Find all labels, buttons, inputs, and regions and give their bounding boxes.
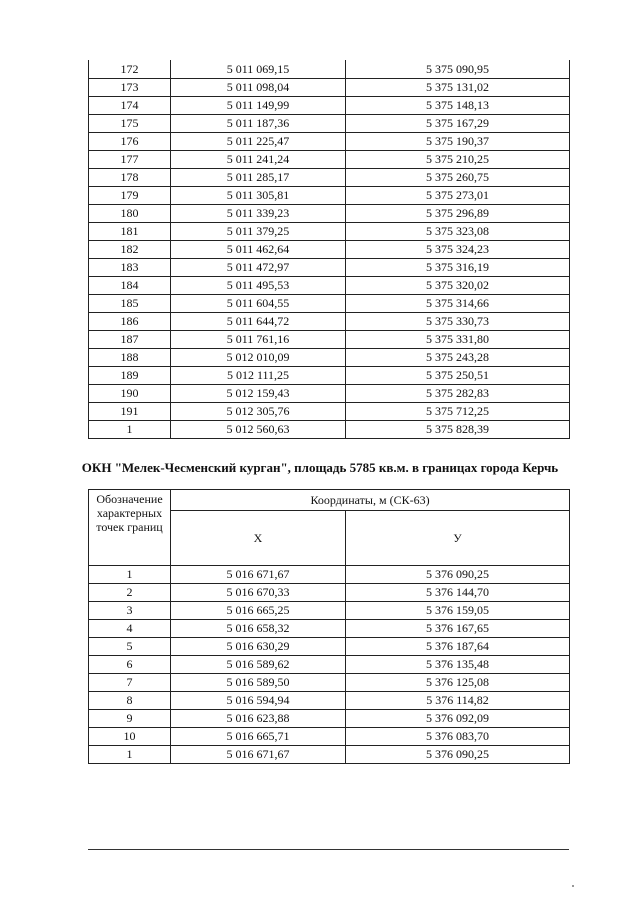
coord-x: 5 016 589,62: [171, 656, 346, 674]
table-row: [89, 331, 570, 349]
coord-y: 5 375 090,95: [346, 60, 570, 79]
table-row: [89, 710, 570, 728]
coord-y: 5 375 250,51: [346, 367, 570, 385]
point-number: 187: [89, 331, 171, 349]
point-number: 180: [89, 205, 171, 223]
coord-x: 5 012 560,63: [171, 421, 346, 439]
coord-y: 5 376 083,70: [346, 728, 570, 746]
table-row: [89, 385, 570, 403]
section-title: ОКН "Мелек-Чесменский курган", площадь 5785 кв.м. в границах города Керчь: [81, 460, 559, 475]
point-number: 184: [89, 277, 171, 295]
table-row: [89, 692, 570, 710]
coord-x: 5 016 670,33: [171, 584, 346, 602]
coord-x: 5 012 010,09: [171, 349, 346, 367]
coord-x: 5 011 761,16: [171, 331, 346, 349]
point-number: 182: [89, 241, 171, 259]
table-row: [89, 656, 570, 674]
coord-x: 5 011 098,04: [171, 79, 346, 97]
point-number: 5: [89, 638, 171, 656]
coord-x: 5 012 111,25: [171, 367, 346, 385]
table-row: [89, 241, 570, 259]
point-number: 185: [89, 295, 171, 313]
coordinates-table-body: [89, 566, 570, 764]
coord-y: 5 375 323,08: [346, 223, 570, 241]
coord-x: 5 016 671,67: [171, 566, 346, 584]
coord-x: 5 011 187,36: [171, 115, 346, 133]
coord-y: 5 375 243,28: [346, 349, 570, 367]
coord-x: 5 016 665,71: [171, 728, 346, 746]
coord-x: 5 011 241,24: [171, 151, 346, 169]
coord-y: 5 375 712,25: [346, 403, 570, 421]
point-number: 10: [89, 728, 171, 746]
coord-x: 5 016 665,25: [171, 602, 346, 620]
point-number: 190: [89, 385, 171, 403]
coord-y: 5 375 210,25: [346, 151, 570, 169]
table-row: [89, 566, 570, 584]
coordinates-table-continued: [88, 60, 570, 439]
table-row: [89, 313, 570, 331]
coord-y: 5 376 144,70: [346, 584, 570, 602]
table-row: [89, 746, 570, 764]
footer-divider: [88, 849, 569, 850]
point-number: 191: [89, 403, 171, 421]
table-row: [89, 367, 570, 385]
coord-x: 5 011 069,15: [171, 60, 346, 79]
table-row: [89, 115, 570, 133]
coord-x: 5 016 589,50: [171, 674, 346, 692]
coord-y: 5 375 273,01: [346, 187, 570, 205]
coord-y: 5 376 187,64: [346, 638, 570, 656]
point-number: 3: [89, 602, 171, 620]
coord-y: 5 375 314,66: [346, 295, 570, 313]
point-number: 183: [89, 259, 171, 277]
table-row: [89, 97, 570, 115]
table-row: [89, 584, 570, 602]
coord-x: 5 016 671,67: [171, 746, 346, 764]
coord-x: 5 011 644,72: [171, 313, 346, 331]
point-number: 186: [89, 313, 171, 331]
coord-x: 5 011 495,53: [171, 277, 346, 295]
scan-speck: [572, 885, 574, 887]
point-number: 177: [89, 151, 171, 169]
coord-y: 5 375 282,83: [346, 385, 570, 403]
header-coordinates: Координаты, м (СК-63): [171, 490, 570, 511]
table-row: [89, 728, 570, 746]
coord-y: 5 376 125,08: [346, 674, 570, 692]
table-row: [89, 169, 570, 187]
coord-y: 5 376 167,65: [346, 620, 570, 638]
coord-y: 5 375 167,29: [346, 115, 570, 133]
point-number: 181: [89, 223, 171, 241]
coordinates-table-body: [89, 60, 570, 439]
coord-y: 5 375 330,73: [346, 313, 570, 331]
coord-y: 5 375 316,19: [346, 259, 570, 277]
table-row: [89, 79, 570, 97]
point-number: 2: [89, 584, 171, 602]
coord-y: 5 375 190,37: [346, 133, 570, 151]
coord-y: 5 376 090,25: [346, 746, 570, 764]
table-row: [89, 421, 570, 439]
point-number: 176: [89, 133, 171, 151]
point-number: 179: [89, 187, 171, 205]
point-number: 1: [89, 746, 171, 764]
coord-x: 5 011 225,47: [171, 133, 346, 151]
point-number: 1: [89, 566, 171, 584]
point-number: 172: [89, 60, 171, 79]
coord-y: 5 375 331,80: [346, 331, 570, 349]
point-number: 6: [89, 656, 171, 674]
point-number: 4: [89, 620, 171, 638]
header-point-label: Обозначение характерных точек границ: [89, 490, 171, 566]
table-row: [89, 277, 570, 295]
point-number: 9: [89, 710, 171, 728]
table-row: [89, 205, 570, 223]
table-row: [89, 602, 570, 620]
coord-y: 5 375 148,13: [346, 97, 570, 115]
coord-y: 5 376 092,09: [346, 710, 570, 728]
coord-y: 5 376 159,05: [346, 602, 570, 620]
table-row: [89, 223, 570, 241]
point-number: 8: [89, 692, 171, 710]
coord-x: 5 016 594,94: [171, 692, 346, 710]
table-row: [89, 151, 570, 169]
coord-y: 5 376 135,48: [346, 656, 570, 674]
coord-y: 5 376 090,25: [346, 566, 570, 584]
point-number: 7: [89, 674, 171, 692]
coord-x: 5 011 379,25: [171, 223, 346, 241]
coord-x: 5 012 159,43: [171, 385, 346, 403]
coord-x: 5 011 149,99: [171, 97, 346, 115]
coord-y: 5 375 296,89: [346, 205, 570, 223]
table-row: [89, 620, 570, 638]
table-row: [89, 187, 570, 205]
coord-x: 5 016 623,88: [171, 710, 346, 728]
coord-x: 5 016 630,29: [171, 638, 346, 656]
table-row: [89, 133, 570, 151]
coord-y: 5 375 324,23: [346, 241, 570, 259]
table-row: [89, 349, 570, 367]
table-row: [89, 295, 570, 313]
coord-y: 5 376 114,82: [346, 692, 570, 710]
coord-x: 5 011 604,55: [171, 295, 346, 313]
coordinates-table-melek-chesmensky: [88, 489, 570, 764]
coord-x: 5 011 339,23: [171, 205, 346, 223]
header-x: X: [171, 511, 346, 566]
table-row: [89, 259, 570, 277]
point-number: 178: [89, 169, 171, 187]
point-number: 189: [89, 367, 171, 385]
point-number: 174: [89, 97, 171, 115]
table-row: [89, 60, 570, 79]
point-number: 188: [89, 349, 171, 367]
table-row: [89, 638, 570, 656]
coord-y: 5 375 131,02: [346, 79, 570, 97]
table-row: [89, 403, 570, 421]
coord-x: 5 011 472,97: [171, 259, 346, 277]
table-header: [89, 490, 570, 566]
coord-x: 5 011 462,64: [171, 241, 346, 259]
point-number: 175: [89, 115, 171, 133]
coord-x: 5 016 658,32: [171, 620, 346, 638]
coord-x: 5 012 305,76: [171, 403, 346, 421]
coord-y: 5 375 260,75: [346, 169, 570, 187]
header-row: [89, 490, 570, 511]
coord-y: 5 375 320,02: [346, 277, 570, 295]
coord-x: 5 011 285,17: [171, 169, 346, 187]
point-number: 1: [89, 421, 171, 439]
point-number: 173: [89, 79, 171, 97]
coord-x: 5 011 305,81: [171, 187, 346, 205]
coord-y: 5 375 828,39: [346, 421, 570, 439]
header-y: У: [346, 511, 570, 566]
table-row: [89, 674, 570, 692]
